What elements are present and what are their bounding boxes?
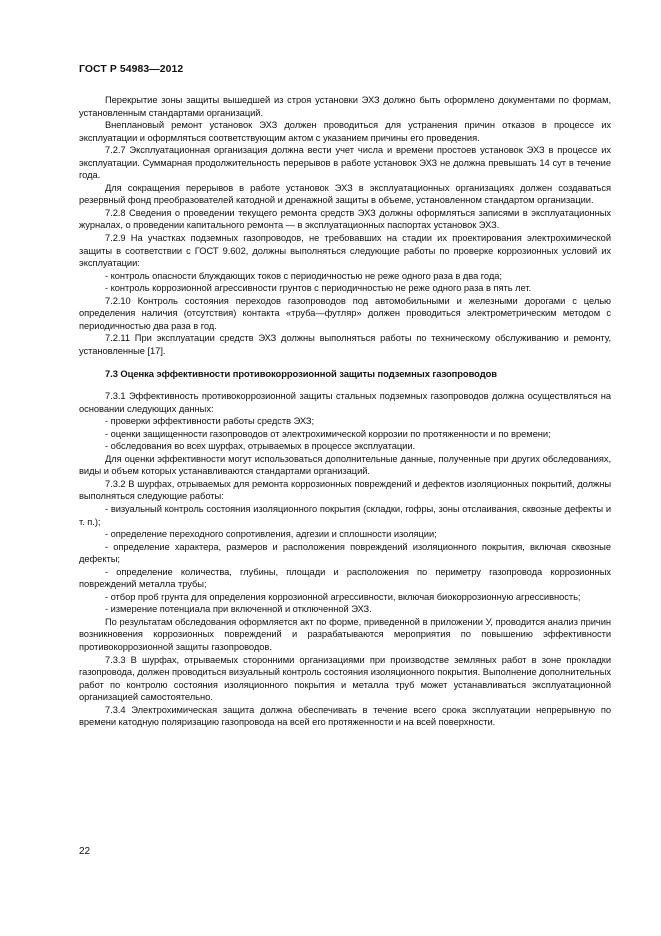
paragraph: По результатам обследования оформляется акт по форме, приведенной в приложении У, проводится анализ причин возникновения коррозионных повреждений и разрабатываются мероприятия по повышению эффективности противокоррозионной защиты газопроводов.	[79, 616, 611, 652]
paragraph: Внеплановый ремонт установок ЭХЗ должен проводиться для устранения причин отказов в процессе их эксплуатации и оформляться соответствующим актом с указанием причины его проведения.	[79, 120, 611, 143]
clause-7-2-10: 7.2.10 Контроль состояния переходов газопроводов под автомобильными и железными дорогами с целью определения наличия (отсутствия) контакта «труба—футляр» должен проводиться электрометрическим методом с периодичностью два раза в год.	[79, 295, 611, 331]
clause-7-2-11: 7.2.11 При эксплуатации средств ЭХЗ должны выполняться работы по техническому обслуживанию и ремонту, установленные [17].	[79, 333, 611, 356]
clause-7-3-1: 7.3.1 Эффективность противокоррозионной защиты стальных подземных газопроводов должна осуществляться на основании следующих данных:	[79, 391, 611, 414]
clause-7-3-3: 7.3.3 В шурфах, отрываемых сторонними организациями при производстве земляных работ в зоне прокладки газопровода, должен проводиться визуальный контроль состояния изоляционного покрытия. Выполнение дополнительных работ по контролю состояния изоляционного покрытия и металла труб может устанавливаться эксплуатационной организацией самостоятельно.	[79, 654, 611, 703]
document-header: ГОСТ Р 54983—2012	[79, 64, 184, 75]
list-item: - визуальный контроль состояния изоляционного покрытия (складки, гофры, зоны отслаивания, сквозные дефекты и т. п.);	[79, 503, 611, 527]
list-item: - определение переходного сопротивления, адгезии и сплошности изоляции;	[105, 529, 437, 540]
list-item: - оценки защищенности газопроводов от электрохимической коррозии по протяженности и по времени;	[105, 428, 551, 439]
list-item: - контроль коррозионной агрессивности грунтов с периодичностью не реже одного раза в пять лет.	[105, 283, 532, 294]
list-item: - контроль опасности блуждающих токов с периодичностью не реже одного раза в два года;	[105, 270, 502, 281]
clause-7-3-4: 7.3.4 Электрохимическая защита должна обеспечивать в течение всего срока эксплуатации непрерывную по времени катодную поляризацию газопровода на всей его протяженности и на всей поверхности.	[79, 704, 611, 728]
list-item: - обследования во всех шурфах, отрываемых в процессе эксплуатации.	[105, 441, 416, 452]
clause-7-2-7: 7.2.7 Эксплуатационная организация должна вести учет числа и времени простоев установок ЭХЗ в процессе их эксплуатации. Суммарная продолжительность перерывов в работе установок ЭХЗ не должна превышать 14 сут в течение года.	[79, 145, 611, 181]
list-item: - измерение потенциала при включенной и отключенной ЭХЗ.	[105, 604, 372, 615]
page-number: 22	[79, 846, 91, 857]
paragraph: Для сокращения перерывов в работе установок ЭХЗ в эксплуатационных организациях должен создаваться резервный фонд преобразователей катодной и дренажной защиты в объеме, установленном стандартом организации.	[79, 182, 611, 206]
list-item: - определение характера, размеров и расположения повреждений изоляционного покрытия, включая сквозные дефекты;	[79, 541, 611, 565]
paragraph: Перекрытие зоны защиты вышедшей из строя установки ЭХЗ должно быть оформлено документами по формам, установленным стандартами организаций.	[79, 95, 611, 118]
list-item: - отбор проб грунта для определения коррозионной агрессивности, включая биокоррозионную агрессивность;	[105, 591, 581, 602]
list-item: - проверки эффективности работы средств ЭХЗ;	[105, 416, 315, 427]
clause-7-3-2: 7.3.2 В шурфах, отрываемых для ремонта коррозионных повреждений и дефектов изоляционных покрытий, должны выполняться следующие работы:	[79, 478, 611, 502]
clause-7-2-8: 7.2.8 Сведения о проведении текущего ремонта средств ЭХЗ должны оформляться записями в эксплуатационных журналах, о проведении капитального ремонта — в эксплуатационных паспортах установок ЭХЗ.	[79, 207, 611, 231]
document-body	[79, 94, 611, 729]
list-item: - определение количества, глубины, площади и расположения по периметру газопровода коррозионных повреждений металла трубы;	[79, 566, 611, 590]
clause-7-2-9: 7.2.9 На участках подземных газопроводов, не требовавших на стадии их проектирования электрохимической защиты в соответствии с ГОСТ 9.602, должны выполняться следующие работы по проверке коррозионных условий их эксплуатации:	[79, 233, 611, 269]
paragraph: Для оценки эффективности могут использоваться дополнительные данные, полученные при других обследованиях, виды и объем которых устанавливаются стандартами организаций.	[79, 453, 611, 477]
section-heading: 7.3 Оценка эффективности противокоррозионной защиты подземных газопроводов	[105, 368, 498, 380]
